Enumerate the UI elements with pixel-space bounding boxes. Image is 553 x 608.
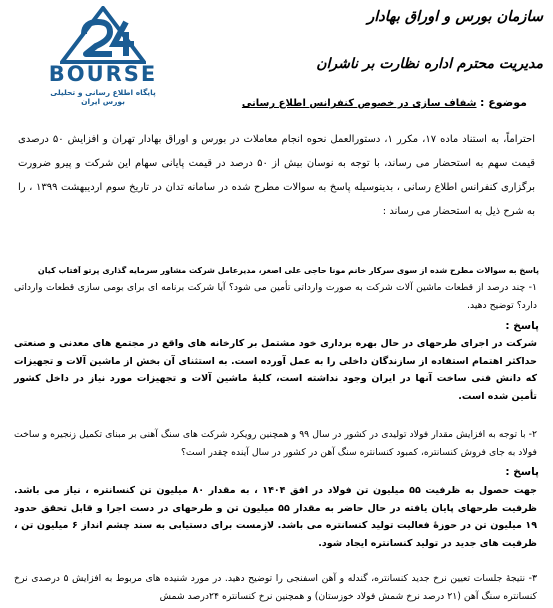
recipient-line: مدیریت محترم اداره نظارت بر ناشران: [316, 56, 543, 72]
subject-label: موضوع :: [480, 96, 527, 109]
question-header: پاسخ به سوالات مطرح شده از سوی سرکار خانم مونا حاجی علی اصغر، مدیرعامل شرکت مشاور سرمایه گذاری پرتو آفتاب کیان: [37, 266, 539, 275]
answer-2: جهت حصول به ظرفیت ۵۵ میلیون تن فولاد در افق ۱۴۰۴ ، به مقدار ۸۰ میلیون تن کنسانتره ، نیاز می باشد. ظرفیت طرحهای پایان یافته در حال حاضر به مقدار ۵۵ میلیون تن و طرحهای در دست اجرا و قابل تحقق حدود ۱۹ میلیون تن در حوزۀ فعالیت تولید کنسانتره می باشد. لازمست برای دستیابی به سند چشم انداز ۶ میلیون تن ، ظرفیت های جدید در تولید کنسانتره ایجاد شود.: [14, 485, 538, 549]
org-title: سازمان بورس و اوراق بهادار: [367, 8, 543, 25]
intro-paragraph: احتراماً، به استناد ماده ۱۷، مکرر ۱، دستورالعمل نحوه انجام معاملات در بورس و اوراق بهادار تهران و افزایش ۵۰ درصدی قیمت سهم به استحضار می رساند، با توجه به نوسان بیش از ۵۰ درصد در قیمت پایانی سهام این شرکت و پیرو ضرورت برگزاری کنفرانس اطلاع رسانی ، بدینوسیله پاسخ به سوالات مطرح شده در سامانه تدان در تاریخ سوم اردیبهشت ۱۳۹۹ ، را به شرح ذیل به استحضار می رساند :: [18, 134, 536, 217]
answer-1: شرکت در اجرای طرحهای در حال بهره برداری خود مشتمل بر کارخانه های واقع در مجتمع های معدنی و صنعتی حداکثر اهتمام استفاده از سازندگان داخلی را به عمل آورده است. به استثنای آن بخش از ماشین آلات و تجهیزات که دانش فنی ساخت آنها در ایران وجود نداشته است، کلیۀ ماشین آلات و تجهیزات مورد نیاز در داخل کشور تأمین شده است.: [14, 338, 537, 402]
question-2: ۲- با توجه به افزایش مقدار فولاد تولیدی در کشور در سال ۹۹ و همچنین رویکرد شرکت های سنگ آهنی بر مبنای تکمیل زنجیره و ساخت فولاد به جای فروش کنسانتره، کمبود کنسانتره سنگ آهن در کشور در سال آینده چقدر است؟: [14, 429, 537, 458]
subject-line: [242, 96, 527, 109]
answer-2-label: پاسخ :: [505, 466, 539, 478]
logo-wordmark: BOURSE: [48, 62, 158, 86]
question-3: ۳- نتیجۀ جلسات تعیین نرخ جدید کنسانتره، گندله و آهن اسفنجی را توضیح دهید. در مورد شنیده های مربوط به افزایش ۵ درصدی نرخ کنسانتره سنگ آهن (۲۱ درصد نرخ شمش فولاد خوزستان) و همچنین نرخ کنسانتره ۲۴درصد شمش: [14, 573, 538, 602]
bourse-logo-icon: [60, 6, 146, 64]
logo-subtitle: پایگاه اطلاع رسانی و تحلیلی بورس ایران: [50, 88, 156, 106]
question-1: ۱- چند درصد از قطعات ماشین آلات شرکت به صورت وارداتی تأمین می شود؟ آیا شرکت برنامه ای برای بومی سازی قطعات وارداتی دارد؟ توضیح دهید.: [14, 282, 537, 311]
answer-1-label: پاسخ :: [505, 320, 539, 332]
subject-text: شفاف سازی در خصوص کنفرانس اطلاع رسانی: [241, 98, 477, 109]
bourse-logo: [38, 6, 168, 110]
